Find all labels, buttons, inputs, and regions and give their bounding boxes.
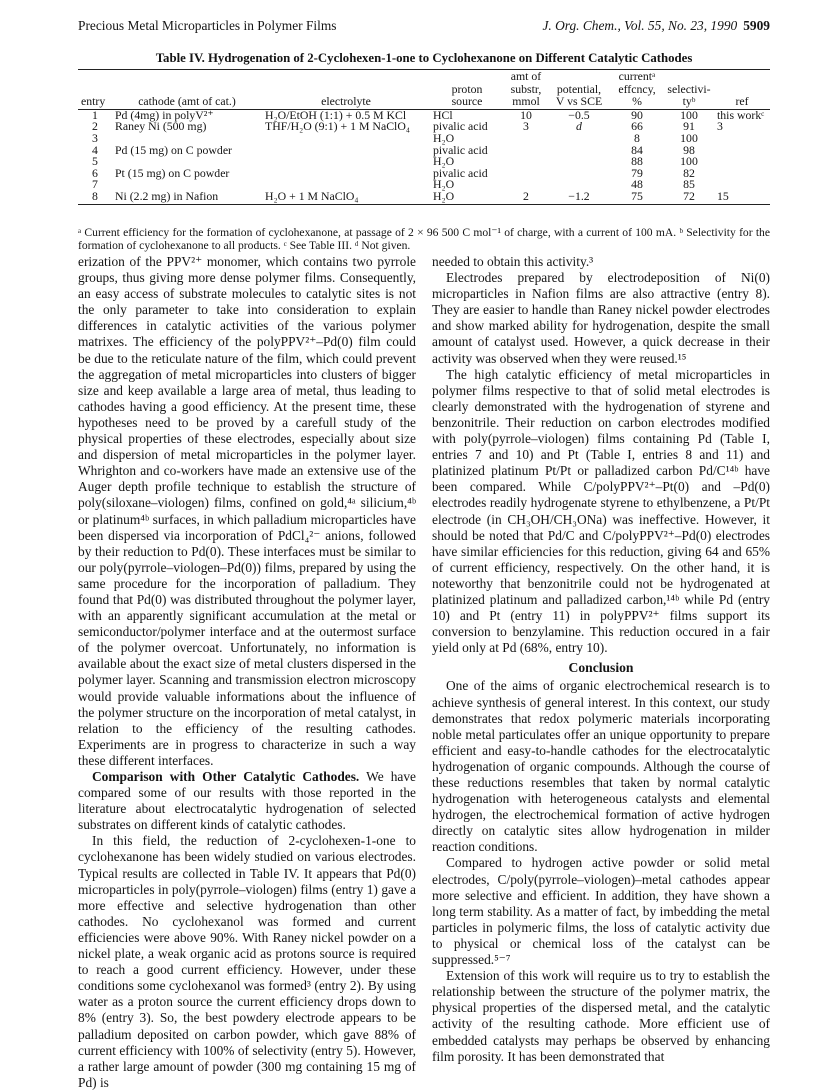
cell-potential: d [576,119,582,134]
cell-entry: 8 [78,191,112,204]
cell-ref: this workᶜ [717,107,765,122]
header-ref: ref [714,95,770,109]
body-paragraph: In this field, the reduction of 2-cyclohexen-1-one to cyclohexanone has been widely studied on various electrodes. Typical results are collected in Table IV. It appears that Pd(0) microparticles in poly(pyrrole–viologen) films (entry 1) gave a more effective and selective hydrogenation than other cathodes. No cyclohexanol was formed and current efficiencies were above 90%. With Raney nickel powder on a nickel plate, a weak organic acid as protons source is required to reach a good current efficiency. However, under these conditions some cyclohexanol was formed³ (entry 2). By using water as a proton source the current efficiency drops down to 8% (entry 3). So, the best powdery electrode appears to be palladium deposited on carbon powder, which gave 88% of current efficiency with 100% of selectivity (entry 5). However, a rather large amount of powder (300 mg containing 15 mg of Pd) is [78,833,416,1090]
body-paragraph: One of the aims of organic electrochemical research is to achieve synthesis of general interest. In this context, our study demonstrates that redox polymeric materials incorporating noble metal particulates offer an unique opportunity to prepare efficient and easy-to-handle cathodes for the electrocatalytic hydrogenation of organic compounds. Although the course of these reductions resembles that taken by normal catalytic hydrogenation with heterogeneous catalysts and elemental hydrogen, the electrochemical formation of active hydrogen directly on catalytic sites allow hydrogenation in milder reaction conditions. [432,678,770,855]
cell-proton-source: pivalic acid [433,165,488,180]
header-selectivity-line2: tyᵇ [664,95,714,109]
cell-proton-source: H₂O [433,130,455,145]
body-paragraph-with-runin [78,769,416,833]
cell-selectivity: 82 [683,165,695,180]
journal-citation: J. Org. Chem., Vol. 55, No. 23, 1990 [542,18,738,33]
table-row [78,168,770,180]
cell-potential [548,145,610,157]
cell-potential [548,133,610,145]
runin-heading: Comparison with Other Catalytic Cathodes. [92,769,360,784]
cell-entry: 4 [92,142,98,157]
cell-proton-source: H₂O [430,191,504,204]
cell-selectivity: 85 [683,177,695,192]
cell-substrate [504,156,548,168]
cell-electrolyte [262,145,430,157]
header-electrolyte: electrolyte [262,95,430,109]
cell-current-efficiency: 8 [634,130,640,145]
cell-substrate: 3 [523,119,529,134]
table-footnotes: ᵃ Current efficiency for the formation of cyclohexanone, at passage of 2 × 96 500 C mol⁻¹ of charge, with a current of 100 mA. ᵇ Selectivity for the formation of cyclohexanone to all products. ᶜ See Table III. ᵈ Not given. [78,226,770,253]
cell-cathode: Pd (15 mg) on C powder [115,142,232,157]
cell-current-efficiency: 79 [631,165,643,180]
header-current-line3: % [610,95,664,109]
cell-cathode: Pd (4mg) in polyV²⁺ [115,107,214,122]
page-number: 5909 [743,18,770,33]
cell-substrate [504,133,548,145]
table-row [78,191,770,204]
body-paragraph: needed to obtain this activity.³ [432,254,594,269]
header-entry: entry [78,95,112,109]
header-current-line2: effcncy, [618,81,656,96]
cell-current-efficiency: 48 [631,177,643,192]
results-table [78,69,770,205]
running-head [78,18,770,36]
cell-ref: 3 [717,119,723,134]
cell-ref [714,168,770,180]
body-paragraph: Compared to hydrogen active powder or solid metal electrodes, C/poly(pyrrole–viologen)–metal cathodes appear more selective and efficient. In addition, they have shown a long term stability. As a matter of fact, by imbedding the metal particles in polymeric films, the loss of catalytic activity due to physical or chemical loss of the catalyst can be suppressed.⁵⁻⁷ [432,855,770,968]
body-paragraph: Electrodes prepared by electrodeposition of Ni(0) microparticles in Nafion films are also attractive (entry 8). They are easier to handle than Raney nickel powder electrodes and show marked ability for hydrogenation, despite the small amount of catalyst used. However, a quick decrease in their activity was observed when they were reused.¹⁵ [432,270,770,366]
cell-electrolyte [262,156,430,168]
cell-potential: −0.5 [568,107,590,122]
cell-proton-source: HCl [433,107,453,122]
section-heading-conclusion: Conclusion [568,660,634,676]
table-row [78,145,770,157]
cell-substrate [504,168,548,180]
table-body [78,109,770,204]
header-substr-line3: mmol [504,95,548,109]
table-title: Table IV. Hydrogenation of 2-Cyclohexen-1-one to Cyclohexanone on Different Catalytic Cathodes [155,51,693,65]
cell-electrolyte: THF/H₂O (9:1) + 1 M NaClO₄ [265,119,410,134]
body-paragraph: Extension of this work will require us to try to establish the relationship between the structure of the polymer matrix, the physical properties of the dispersed metal, and the catalytic activity of the resulting cathode. More efficient use of embedded catalysts may perhaps be observed by enhancing film porosity. It has been demonstrated that [432,968,770,1064]
cell-selectivity: 100 [680,154,698,169]
cell-ref: 15 [714,191,770,204]
cell-proton-source: pivalic acid [433,142,488,157]
body-paragraph: The high catalytic efficiency of metal microparticles in polymer films respective to that of solid metal electrodes is clearly demonstrated with the hydrogenation of styrene and benzonitrile. Their reduction on carbon electrodes modified with poly(pyrrole–viologen) films containing Pd (Table I, entries 7 and 10) and Pt (Table I, entries 8 and 11) and platinized platinum Pt/Pt or palladized carbon Pd/C¹⁴ᵇ have been compared. While C/polyPPV²⁺–Pt(0) and –Pd(0) electrodes readily hydrogenate styrene to ethylbenzene, a Pt/Pt electrode (in CH₃OH/CH₃ONa) was ineffective. However, it should be noted that Pd/C and C/polyPPV²⁺–Pd(0) electrodes have similar efficiencies for this reduction, giving 64 and 65% of current efficiency, respectively. On the other hand, it is noteworthy that benzonitrile could not be hydrogenated at platinized platinum and palladized carbon,¹⁴ᵇ while Pd (entry 10) and Pt (entry 11) in polyPPV²⁺ films support its conversion to benzylamine. This reduction occured in a fair yield only at Pd (68%, entry 10). [432,366,770,656]
cell-entry: 2 [92,119,98,134]
cell-cathode: Raney Ni (500 mg) [115,119,207,134]
cell-entry: 5 [92,154,98,169]
header-potential-line1: potential, [556,81,602,96]
cell-current-efficiency: 84 [631,142,643,157]
cell-substrate [504,145,548,157]
table-row [78,121,770,133]
running-head-title: Precious Metal Microparticles in Polymer Films [78,18,337,33]
cell-ref [714,145,770,157]
cell-selectivity: 72 [664,191,714,204]
cell-potential: −1.2 [548,191,610,204]
cell-ref [714,156,770,168]
header-current-line1: currentᵃ [610,70,664,83]
cell-selectivity: 100 [680,130,698,145]
cell-cathode: Pt (15 mg) on C powder [115,165,230,180]
cell-cathode: Ni (2.2 mg) in Nafion [112,191,262,204]
header-potential-line2: V vs SCE [548,95,610,109]
cell-current-efficiency: 66 [631,119,643,134]
body-paragraph: erization of the PPV²⁺ monomer, which contains two pyrrole groups, thus giving more dense polymer films. Consequently, an easy access of substrate molecules to catalytic sites is not the only parameter to take into consideration to explain differences in catalytic activities of the various polymer matrixes. The efficiency of the polyPPV²⁺–Pd(0) film could be due to the reticulate nature of the film, which could prevent the aggregation of metal microparticles into clusters of bigger size and keep available a large area of metal, thus leading to cathodes having a good efficiency. At the present time, these hypotheses need to be proved by a carefull study of the physical properties of these electrodes, especially about size and dispersion of metal microparticles in the polymer layer. Whrighton and co-workers have made an extensive use of the Auger depth profile technique to establish the structure of poly(siloxane–viologen) films, confined on gold,⁴ᵃ silicium,⁴ᵇ or platinum⁴ᵇ surfaces, in which palladium microparticles have been dispersed via incorporation of PdCl₄²⁻ anions, followed by their reduction to Pd(0). These interfaces must be similar to our poly(pyrrole–viologen–Pd(0)) films, prepared by using the same procedure for the incorporation of palladium. They found that Pd(0) was distributed throughout the polymer layer, with an apparently significant accumulation at the metal or semiconductor/polymer interface and at the outermost surface of the polymer overcoat. Unfortunately, no information is available about the exact size of metal clusters dispersed in the polymer layer. Scanning and transmission electron microscopy would provide valuable informations about the influence of the polymer structure on the incorporation of metal catalyst, in relation to the efficiency of the resulting cathodes. Experiments are in progress to characterize in such a way these different interfaces. [78,254,416,768]
cell-current-efficiency: 75 [610,191,664,204]
cell-proton-source: pivalic acid [433,119,488,134]
header-substr-line2: substr, [510,81,542,96]
cell-electrolyte [262,168,430,180]
cell-proton-source: H₂O [433,154,455,169]
cell-selectivity: 100 [680,107,698,122]
cell-entry: 3 [92,130,98,145]
cell-ref [714,133,770,145]
table-header-row-1 [78,70,770,83]
cell-proton-source: H₂O [433,177,455,192]
cell-potential [548,168,610,180]
runin-paragraph-text: We have compared some of our results with those reported in the literature about electrocatalytic hydrogenation of selected substrates on different kinds of catalytic cathodes. [78,769,417,833]
header-proton-line1: proton [451,81,483,96]
cell-potential [548,156,610,168]
header-substr-line1: amt of [504,70,548,83]
cell-substrate: 10 [520,107,532,122]
cell-selectivity: 98 [683,142,695,157]
running-head-citation [542,18,770,34]
right-text-column [432,254,770,1065]
cell-electrolyte: H₂O/EtOH (1:1) + 0.5 M KCl [265,107,407,122]
cell-substrate: 2 [504,191,548,204]
header-selectivity-line1: selectivi- [667,81,711,96]
cell-electrolyte [262,133,430,145]
cell-current-efficiency: 90 [631,107,643,122]
cell-entry: 1 [92,107,98,122]
header-proton-line2: source [430,95,504,109]
left-text-column [78,254,416,1091]
cell-current-efficiency: 88 [631,154,643,169]
cell-entry: 7 [92,177,98,192]
cell-electrolyte: H₂O + 1 M NaClO₄ [262,191,430,204]
header-cathode: cathode (amt of cat.) [112,95,262,109]
cell-entry: 6 [92,165,98,180]
cell-selectivity: 91 [683,119,695,134]
